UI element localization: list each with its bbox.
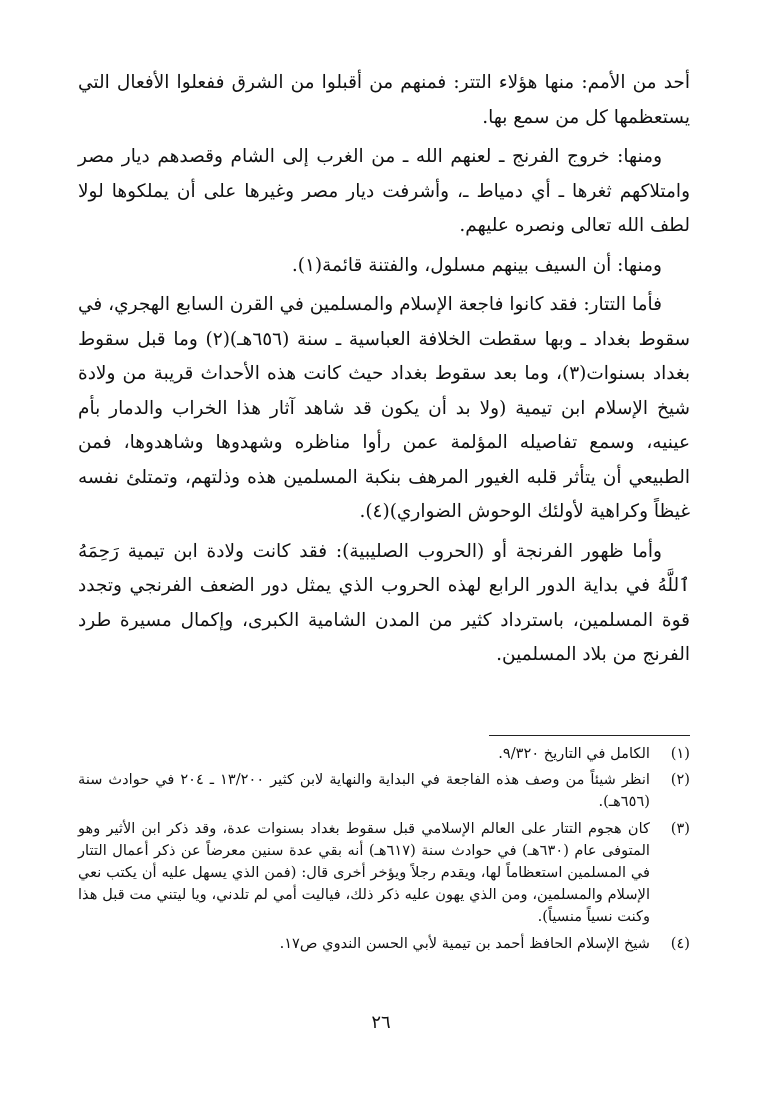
footnote — [78, 743, 690, 765]
paragraph-sword: ومنها: أن السيف بينهم مسلول، والفتنة قائمة(١). — [291, 254, 662, 276]
footnote — [78, 933, 690, 955]
footnote-number: (٤) — [670, 934, 690, 952]
footnotes — [78, 743, 690, 959]
footnote-text: شيخ الإسلام الحافظ أحمد بن تيمية لأبي الحسن الندوي ص١٧. — [279, 934, 650, 952]
footnote — [78, 769, 690, 813]
paragraph-tatars: فأما التتار: فقد كانوا فاجعة الإسلام والمسلمين في القرن السابع الهجري، في سقوط بغداد ـ وبها سقطت الخلافة العباسية ـ سنة (٦٥٦هـ)(٢) وما قبل سقوط بغداد بسنوات(٣)، وما بعد سقوط بغداد حيث كانت هذه الأحداث قريبة من ولادة شيخ الإسلام ابن تيمية (ولا بد أن يكون قد شاهد آثار هذا الخراب والدمار بأم عينيه، وسمع تفاصيله المؤلمة عمن رأوا مناظره وشهدوها وشاهدوها، فمن الطبيعي أن يتأثر قلبه الغيور المرهف بنكبة المسلمين هذه وذلتهم، وتمتلئ نفسه غيظاً وكراهية لأولئك الوحوش الضواري)(٤). — [78, 294, 691, 522]
footnote-text: انظر شيئاً من وصف هذه الفاجعة في البداية والنهاية لابن كثير ١٣/٢٠٠ ـ ٢٠٤ في حوادث سنة (٦٥٦هـ). — [78, 771, 650, 811]
footnote-separator — [489, 735, 690, 736]
paragraph-franks: ومنها: خروج الفرنج ـ لعنهم الله ـ من الغرب إلى الشام وقصدهم ديار مصر وامتلاكهم ثغرها ـ أي دمياط ـ، وأشرفت ديار مصر وغيرها على أن يملكوها لولا لطف الله تعالى ونصره عليهم. — [78, 146, 690, 236]
paragraph-crusades: وأما ظهور الفرنجة أو (الحروب الصليبية): فقد كانت ولادة ابن تيمية رَحِمَهُ ٱللَّهُ في بداية الدور الرابع لهذه الحروب الذي يمثل دور الضعف الفرنجي وتجدد قوة المسلمين، باسترداد كثير من المدن الشامية الكبرى، وإكمال مسيرة طرد الفرنج من بلاد المسلمين. — [78, 540, 690, 665]
footnote-number: (١) — [670, 745, 690, 762]
footnote-number: (٣) — [670, 819, 690, 837]
page-number: ٢٦ — [371, 1012, 391, 1033]
main-text — [78, 66, 690, 673]
footnote-text: كان هجوم التتار على العالم الإسلامي قبل سقوط بغداد بسنوات عدة، وقد ذكر ابن الأثير وهو المتوفى عام (٦٣٠هـ) في حوادث سنة (٦١٧هـ) أنه بقي عدة سنين معرضاً عن ذكر أعمال التتار في المسلمين استعظاماً لها، ويقدم رجلاً ويؤخر أخرى قال: (فمن الذي يسهل عليه أن يكتب نعي الإسلام والمسلمين، ومن الذي يهون عليه ذكر ذلك، فياليت أمي لم تلدني، ويا ليتني مت قبل هذا وكنت نسياً منسياً). — [78, 819, 650, 926]
paragraph-continuation: أحد من الأمم: منها هؤلاء التتر: فمنهم من أقبلوا من الشرق ففعلوا الأفعال التي يستعظمها كل من سمع بها. — [78, 72, 690, 128]
footnote — [78, 818, 690, 929]
footnote-text: الكامل في التاريخ ٩/٣٢٠. — [498, 745, 650, 762]
footnote-number: (٢) — [670, 771, 690, 789]
